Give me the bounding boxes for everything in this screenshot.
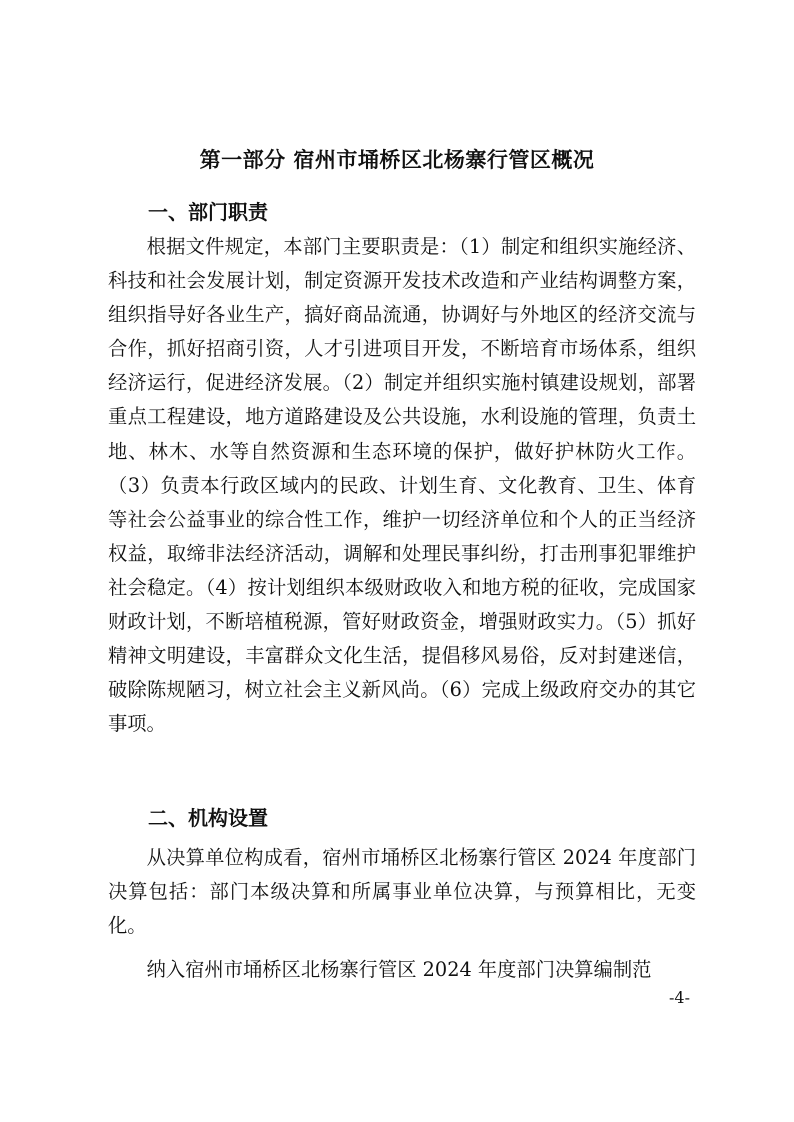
section-heading-duties: 一、部门职责 <box>148 200 268 224</box>
section-heading-organization: 二、机构设置 <box>148 806 268 830</box>
document-title: 第一部分 宿州市埇桥区北杨寨行管区概况 <box>199 148 595 172</box>
scope-paragraph: 纳入宿州市埇桥区北杨寨行管区 2024 年度部门决算编制范 <box>146 958 652 981</box>
organization-paragraph: 从决算单位构成看，宿州市埇桥区北杨寨行管区 2024 年度部门决算包括：部门本级决算和所属事业单位决算，与预算相比，无变化。 <box>108 846 696 938</box>
page-number: -4- <box>669 988 690 1007</box>
duties-paragraph: 根据文件规定，本部门主要职责是：（1）制定和组织实施经济、科技和社会发展计划，制定资源开发技术改造和产业结构调整方案，组织指导好各业生产，搞好商品流通，协调好与外地区的经济交流与合作，抓好招商引资，人才引进项目开发，不断培育市场体系，组织经济运行，促进经济发展。（2）制定并组织实施村镇建设规划，部署重点工程建设，地方道路建设及公共设施，水利设施的管理，负责土地、林木、水等自然资源和生态环境的保护，做好护林防火工作。（3）负责本行政区域内的民政、计划生育、文化教育、卫生、体育等社会公益事业的综合性工作，维护一切经济单位和个人的正当经济权益，取缔非法经济活动，调解和处理民事纠纷，打击刑事犯罪维护社会稳定。（4）按计划组织本级财政收入和地方税的征收，完成国家财政计划，不断培植税源，管好财政资金，增强财政实力。（5）抓好精神文明建设，丰富群众文化生活，提倡移风易俗，反对封建迷信，破除陈规陋习，树立社会主义新风尚。（6）完成上级政府交办的其它事项。 <box>108 235 696 736</box>
